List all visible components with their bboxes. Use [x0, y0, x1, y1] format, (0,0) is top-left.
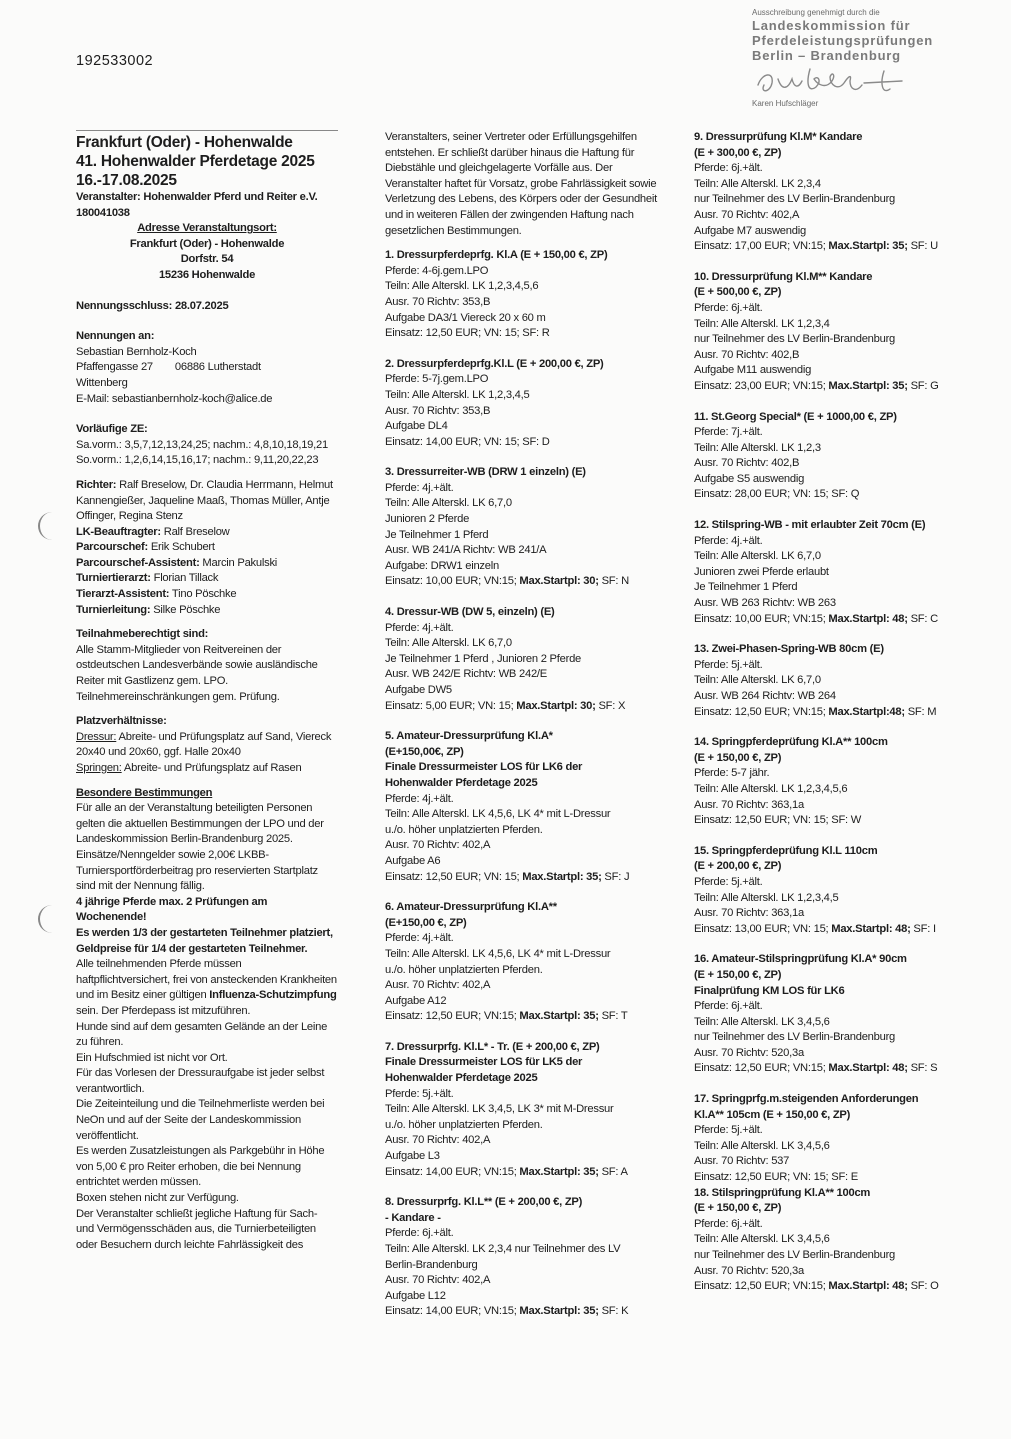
special-rule-4-text: Alle teilnehmenden Pferde müssen haftpflichtversichert, frei von ansteckenden Krankheiten und im Besitz einer gültigen — [76, 958, 337, 1002]
competition-detail: Ausr. 70 Richtv: 402,A — [385, 839, 491, 852]
competition-title: 9. Dressurprüfung Kl.M* Kandare — [694, 131, 863, 143]
entries-city: Wittenberg — [76, 376, 128, 389]
competition-detail: Pferde: 4-6j.gem.LPO — [385, 264, 489, 277]
competition-detail: Ausr. 70 Richtv: 537 — [694, 1155, 790, 1168]
event-name: 41. Hohenwalder Pferdetage 2025 — [76, 153, 315, 170]
official-names: Ralf Breselow — [160, 525, 230, 538]
competition-fee-text: Einsatz: 14,00 EUR; VN:15; — [385, 1305, 520, 1318]
competition-title: 18. Stilspringprüfung Kl.A** 100cm — [694, 1186, 871, 1199]
competition-fee-text: Einsatz: 12,50 EUR; VN:15; — [385, 1010, 520, 1023]
competition-6 — [385, 900, 657, 1040]
official-role: Tierarzt-Assistent: — [76, 588, 170, 601]
competition-detail: Pferde: 7j.+ält. — [694, 426, 763, 439]
entries-zip: 06886 Lutherstadt — [174, 361, 261, 374]
column-right — [694, 130, 964, 1310]
competition-detail: Pferde: 6j.+ält. — [694, 1217, 763, 1230]
official-names: Silke Pöschke — [150, 603, 221, 616]
competition-sf: SF: C — [907, 612, 938, 625]
entries-email: E-Mail: sebastianbernholz-koch@alice.de — [76, 392, 273, 405]
entries-street: Pfaffengasse 27 — [76, 361, 153, 374]
stamp-line-2: Pferdeleistungsprüfungen — [752, 33, 933, 48]
competition-max-starts: Max.Startpl: 48; — [828, 1280, 908, 1293]
competition-12 — [694, 518, 964, 642]
official-names: Ralf Breselow, Dr. Claudia Herrmann, Helmut Kannengießer, Jaqueline Maaß, Thomas Müller, Antje Offinger, Regina Stenz — [76, 478, 333, 523]
competition-detail: Aufgabe A12 — [385, 994, 447, 1007]
competition-detail: u./o. höher unplatzierten Pferden. — [385, 963, 543, 976]
competition-2 — [385, 357, 657, 466]
competition-fee — [694, 922, 964, 938]
competition-fee-text: Einsatz: 12,50 EUR; VN:15; — [694, 1062, 829, 1075]
competition-detail: Teiln: Alle Alterskl. LK 1,2,3,4 — [694, 317, 830, 330]
official-role: Parcourschef: — [76, 541, 148, 554]
competition-detail: Teiln: Alle Alterskl. LK 3,4,5, LK 3* mit M-Dressur — [385, 1103, 614, 1116]
competition-max-starts: Max.Startpl: 30; — [519, 575, 599, 588]
competition-fee — [385, 1165, 657, 1181]
spacer — [385, 1025, 657, 1040]
entry-deadline: Nennungsschluss: 28.07.2025 — [76, 299, 229, 312]
competition-max-starts: Max.Startpl: 35; — [828, 240, 908, 253]
competition-detail: Aufgabe M7 auswendig — [694, 224, 806, 237]
competition-detail: Teiln: Alle Alterskl. LK 6,7,0 — [385, 637, 512, 650]
competition-fee-text: Einsatz: 12,50 EUR; VN:15; — [694, 1280, 829, 1293]
competition-detail: Aufgabe DA3/1 Viereck 20 x 60 m — [385, 311, 546, 324]
competition-8 — [385, 1195, 657, 1335]
competition-fee-text: Einsatz: 28,00 EUR; VN: 15; SF: Q — [694, 488, 860, 501]
special-rule-4-end: sein. Der Pferdepass ist mitzuführen. — [76, 1004, 251, 1017]
competition-title: 14. Springpferdeprüfung Kl.A** 100cm — [694, 736, 888, 749]
competition-detail: Junioren 2 Pferde — [385, 513, 470, 526]
special-rule-10: Boxen stehen nicht zur Verfügung. — [76, 1192, 239, 1205]
competition-detail: Pferde: 4j.+ält. — [385, 481, 454, 494]
competition-detail: Aufgabe M11 auswendig — [694, 364, 812, 377]
competition-title: 4. Dressur-WB (DW 5, einzeln) (E) — [385, 606, 555, 619]
competition-detail: Pferde: 5-7j.gem.LPO — [385, 373, 489, 386]
competition-max-starts: Max.Startpl: 35; — [519, 1165, 599, 1178]
competition-13 — [694, 642, 964, 735]
competition-detail: Ausr. 70 Richtv: 353,B — [385, 295, 491, 308]
competition-title: Finale Dressurmeister LOS für LK5 der — [385, 1056, 583, 1069]
competition-detail: Ausr. 70 Richtv: 402,A — [385, 979, 491, 992]
grounds-label: Platzverhältnisse: — [76, 715, 167, 728]
spacer — [694, 627, 964, 642]
competition-detail: Ausr. WB 263 Richtv: WB 263 — [694, 597, 836, 610]
competition-detail: Aufgabe L3 — [385, 1150, 440, 1163]
spacer — [385, 1320, 657, 1335]
competition-detail: Ausr. 70 Richtv: 363,1a — [694, 907, 804, 920]
competition-detail: Teiln: Alle Alterskl. LK 1,2,3,4,5,6 — [385, 280, 539, 293]
competition-fee-text: Einsatz: 12,50 EUR; VN: 15; SF: W — [694, 814, 862, 827]
competition-title: 17. Springprfg.m.steigenden Anforderungen — [694, 1093, 919, 1106]
official-role: LK-Beauftragter: — [76, 525, 161, 538]
special-rule-1: Für alle an der Veranstaltung beteiligten Personen gelten die aktuellen Bestimmungen der LPO und der Landeskommission Berlin-Brandenburg 2025. Einsätze/Nenngelder sowie 2,00€ LKBB-Turniersportförderbeitrag pro reservierten Startplatz sind mit der Nennung fällig. — [76, 802, 324, 893]
competition-sf: SF: I — [910, 922, 936, 935]
competition-detail: Pferde: 4j.+ält. — [694, 534, 763, 547]
competition-detail: Pferde: 4j.+ält. — [385, 932, 454, 945]
competition-16 — [694, 952, 964, 1092]
venue-title: Frankfurt (Oder) - Hohenwalde — [76, 130, 338, 152]
stamp-line-1: Landeskommission für — [752, 18, 911, 33]
competition-fee-text: Einsatz: 23,00 EUR; VN:15; — [694, 379, 829, 392]
competition-fee — [385, 574, 657, 590]
competition-title: 13. Zwei-Phasen-Spring-WB 80cm (E) — [694, 643, 884, 656]
official-names: Erik Schubert — [147, 541, 215, 554]
competition-5 — [385, 729, 657, 900]
stamp-approval-text: Ausschreibung genehmigt durch die — [752, 8, 880, 17]
special-rule-2: 4 jährige Pferde max. 2 Prüfungen am Wochenende! — [76, 895, 268, 924]
competition-sf: SF: J — [601, 870, 630, 883]
competition-fee-text: Einsatz: 5,00 EUR; VN: 15; — [385, 699, 517, 712]
competition-18 — [694, 1186, 964, 1310]
competition-detail: Pferde: 5j.+ält. — [694, 658, 763, 671]
competition-detail: Aufgabe: DRW1 einzeln — [385, 559, 499, 572]
competition-detail: Teiln: Alle Alterskl. LK 3,4,5,6 — [694, 1233, 830, 1246]
competition-title: (E + 500,00 €, ZP) — [694, 286, 782, 299]
competition-detail: Aufgabe DL4 — [385, 420, 448, 433]
competition-max-starts: Max.Startpl: 48; — [828, 1062, 908, 1075]
competition-fee — [385, 870, 657, 886]
spacer — [694, 255, 964, 270]
official-entry — [76, 556, 338, 572]
competition-detail: Teiln: Alle Alterskl. LK 4,5,6, LK 4* mit L-Dressur — [385, 808, 611, 821]
competition-title: 10. Dressurprüfung Kl.M** Kandare — [694, 270, 873, 283]
official-names: Florian Tillack — [150, 572, 219, 585]
competition-detail: Ausr. 70 Richtv: 402,B — [694, 457, 800, 470]
spacer — [385, 1180, 657, 1195]
competition-max-starts: Max.Startpl: 35; — [522, 870, 602, 883]
official-role: Turniertierarzt: — [76, 572, 151, 585]
competition-fee — [694, 239, 964, 255]
competition-fee-text: Einsatz: 14,00 EUR; VN:15; — [385, 1165, 520, 1178]
schedule-saturday: Sa.vorm.: 3,5,7,12,13,24,25; nachm.: 4,8,10,18,19,21 — [76, 438, 328, 451]
competition-fee — [694, 612, 964, 628]
spacer — [694, 829, 964, 844]
competition-detail: Ausr. 70 Richtv: 520,3a — [694, 1046, 804, 1059]
competition-sf: SF: G — [907, 379, 939, 392]
grounds-jumping-text: Abreite- und Prüfungsplatz auf Rasen — [121, 762, 302, 774]
competition-detail: Je Teilnehmer 1 Pferd — [385, 528, 489, 541]
competition-title: 16. Amateur-Stilspringprüfung Kl.A* 90cm — [694, 953, 907, 966]
competition-fee — [694, 1061, 964, 1077]
special-rule-9: Es werden Zusatzleistungen als Parkgebühr in Höhe von 5,00 € pro Reiter erhoben, die bei Nennung entrichtet werden müssen. — [76, 1145, 325, 1189]
competition-detail: Teiln: Alle Alterskl. LK 6,7,0 — [385, 497, 512, 510]
competition-detail: Pferde: 4j.+ält. — [385, 621, 454, 634]
competition-title: 12. Stilspring-WB - mit erlaubter Zeit 70cm (E) — [694, 519, 926, 532]
competition-detail: Pferde: 5j.+ält. — [694, 875, 763, 888]
competition-detail: Teiln: Alle Alterskl. LK 1,2,3,4,5 — [694, 891, 839, 904]
competition-detail: nur Teilnehmer des LV Berlin-Brandenburg — [694, 333, 896, 346]
competition-detail: Ausr. WB 241/A Richtv: WB 241/A — [385, 544, 547, 557]
organizer: Veranstalter: Hohenwalder Pferd und Reiter e.V. 180041038 — [76, 191, 318, 219]
eligible-text: Alle Stamm-Mitglieder von Reitvereinen der ostdeutschen Landesverbände sowie ausländische Reiter mit Gastlizenz gem. LPO. Teilnehmereinschränkungen gem. Prüfung. — [76, 643, 318, 703]
competition-detail: Ausr. 70 Richtv: 520,3a — [694, 1264, 804, 1277]
stamp-line-3: Berlin – Brandenburg — [752, 48, 901, 63]
competition-4 — [385, 605, 657, 729]
competition-detail: Pferde: 6j.+ält. — [385, 1227, 454, 1240]
competition-detail: Teiln: Alle Alterskl. LK 1,2,3,4,5,6 — [694, 782, 848, 795]
entries-label: Nennungen an: — [76, 330, 155, 343]
document-id-number: 192533002 — [76, 53, 154, 69]
column-left — [76, 130, 338, 1253]
competition-detail: Teiln: Alle Alterskl. LK 1,2,3,4,5 — [385, 388, 530, 401]
official-role: Richter: — [76, 478, 117, 491]
competition-detail: Je Teilnehmer 1 Pferd — [694, 581, 798, 594]
competition-detail: Pferde: 4j.+ält. — [385, 792, 454, 805]
competition-3 — [385, 465, 657, 605]
competition-detail: nur Teilnehmer des LV Berlin-Brandenburg — [694, 1249, 896, 1261]
competition-9 — [694, 130, 964, 270]
spacer — [694, 503, 964, 518]
competition-fee — [694, 705, 964, 721]
competition-detail: Teiln: Alle Alterskl. LK 2,3,4 — [694, 177, 821, 190]
approval-stamp — [752, 8, 972, 109]
spacer — [694, 720, 964, 735]
grounds-jumping-label: Springen: — [76, 762, 122, 774]
competition-detail: Pferde: 6j.+ält. — [694, 1000, 763, 1013]
competition-fee-text: Einsatz: 13,00 EUR; VN: 15; — [694, 922, 832, 935]
competition-fee — [385, 1009, 657, 1025]
competition-detail: nur Teilnehmer des LV Berlin-Brandenburg — [694, 193, 896, 206]
competition-fee-text: Einsatz: 12,50 EUR; VN: 15; SF: R — [385, 327, 550, 340]
address-line-2: Dorfstr. 54 — [180, 253, 234, 266]
competition-detail: Ausr. 70 Richtv: 402,A — [385, 1134, 491, 1147]
competition-detail: Aufgabe DW5 — [385, 684, 452, 696]
competition-sf: SF: A — [598, 1165, 628, 1178]
spacer — [385, 590, 657, 605]
grounds-dressage-label: Dressur: — [76, 730, 117, 743]
competition-detail: Ausr. WB 242/E Richtv: WB 242/E — [385, 668, 547, 681]
competition-title: Hohenwalder Pferdetage 2025 — [385, 776, 538, 789]
competition-detail: Aufgabe L12 — [385, 1289, 446, 1302]
competition-title: (E + 200,00 €, ZP) — [694, 860, 782, 873]
officials-list — [76, 478, 338, 618]
official-names: Tino Pöschke — [169, 588, 237, 601]
address-label: Adresse Veranstaltungsort: — [137, 222, 277, 235]
competition-sf: SF: S — [907, 1062, 938, 1075]
event-dates: 16.-17.08.2025 — [76, 172, 177, 189]
competition-detail: Teiln: Alle Alterskl. LK 3,4,5,6 — [694, 1015, 830, 1028]
competition-title: (E + 300,00 €, ZP) — [694, 146, 782, 159]
competition-fee — [385, 699, 657, 715]
competition-detail: Ausr. 70 Richtv: 363,1a — [694, 798, 804, 811]
competition-detail: Teiln: Alle Alterskl. LK 4,5,6, LK 4* mit L-Dressur — [385, 947, 611, 960]
official-entry — [76, 571, 338, 587]
competition-max-starts: Max.Startpl: 48; — [831, 922, 911, 935]
competition-title: Hohenwalder Pferdetage 2025 — [385, 1072, 538, 1085]
competition-fee-text: Einsatz: 10,00 EUR; VN:15; — [385, 575, 520, 588]
special-rules-label: Besondere Bestimmungen — [76, 786, 213, 799]
competition-detail: Ausr. 70 Richtv: 402,A — [385, 1274, 491, 1287]
competition-sf: SF: N — [598, 575, 629, 588]
competition-title: (E+150,00 €, ZP) — [385, 916, 467, 929]
competition-detail: Aufgabe A6 — [385, 854, 441, 867]
official-names: Marcin Pakulski — [199, 556, 278, 569]
competition-detail: Aufgabe S5 auswendig — [694, 472, 805, 485]
stamp-signer-name: Karen Hufschläger — [752, 99, 819, 108]
competition-fee — [694, 487, 964, 503]
column-middle — [385, 130, 657, 1335]
competition-title: (E+150,00€, ZP) — [385, 745, 464, 758]
competition-14 — [694, 735, 964, 844]
address-line-1: Frankfurt (Oder) - Hohenwalde — [129, 237, 285, 250]
competition-detail: Pferde: 6j.+ält. — [694, 301, 763, 314]
special-rule-3: Es werden 1/3 der gestarteten Teilnehmer platziert, Geldpreise für 1/4 der gestarteten Teilnehmer. — [76, 926, 333, 955]
competition-detail: Teiln: Alle Alterskl. LK 1,2,3 — [694, 441, 821, 454]
spacer — [694, 1295, 964, 1310]
competition-1 — [385, 248, 657, 357]
handwritten-signature — [752, 63, 972, 99]
competition-detail: Pferde: 6j.+ält. — [694, 162, 763, 175]
competition-fee — [694, 1170, 964, 1186]
official-role: Parcourschef-Assistent: — [76, 556, 200, 569]
spacer — [694, 395, 964, 410]
competition-title: (E + 150,00 €, ZP) — [694, 968, 782, 981]
competition-max-starts: Max.Startpl: 48; — [828, 612, 908, 625]
competition-fee-text: Einsatz: 12,50 EUR; VN: 15; — [385, 870, 523, 883]
competition-detail: Teiln: Alle Alterskl. LK 3,4,5,6 — [694, 1139, 830, 1152]
competition-fee — [385, 435, 657, 451]
competition-title: Kl.A** 105cm (E + 150,00 €, ZP) — [694, 1108, 851, 1121]
competition-title: 15. Springpferdeprüfung Kl.L 110cm — [694, 844, 878, 857]
competition-fee — [694, 1279, 964, 1295]
special-rule-11: Der Veranstalter schließt jegliche Haftung für Sach- und Vermögensschäden aus, die Turnierbeteiligten oder Besuchern durch leichte Fahrlässigkeit des — [76, 1207, 318, 1251]
punch-hole-lower — [38, 905, 56, 933]
special-rule-5: Hunde sind auf dem gesamten Gelände an der Leine zu führen. — [76, 1020, 328, 1049]
spacer — [385, 885, 657, 900]
competition-fee-text: Einsatz: 17,00 EUR; VN:15; — [694, 240, 829, 253]
spacer — [385, 714, 657, 729]
competition-title: - Kandare - — [385, 1211, 441, 1224]
competition-detail: Ausr. 70 Richtv: 353,B — [385, 404, 491, 417]
competition-title: 11. St.Georg Special* (E + 1000,00 €, ZP) — [694, 410, 897, 423]
schedule-sunday: So.vorm.: 1,2,6,14,15,16,17; nachm.: 9,11,20,22,23 — [76, 454, 319, 467]
competition-title: 3. Dressurreiter-WB (DRW 1 einzeln) (E) — [385, 466, 586, 479]
competitions-right — [694, 130, 964, 1310]
competition-detail: Ausr. 70 Richtv: 402,A — [694, 208, 800, 221]
competition-sf: SF: O — [907, 1280, 939, 1293]
competition-detail: Pferde: 5-7 jähr. — [694, 767, 770, 780]
spacer — [385, 342, 657, 357]
competition-fee-text: Einsatz: 12,50 EUR; VN:15; — [694, 705, 829, 718]
competition-max-starts: Max.Startpl: 35; — [828, 379, 908, 392]
special-rule-6: Ein Hufschmied ist nicht vor Ort. — [76, 1051, 228, 1064]
competition-detail: nur Teilnehmer des LV Berlin-Brandenburg — [694, 1031, 896, 1044]
competition-fee-text: Einsatz: 10,00 EUR; VN:15; — [694, 612, 829, 625]
competition-title: 5. Amateur-Dressurprüfung Kl.A* — [385, 730, 553, 743]
official-entry — [76, 525, 338, 541]
entries-name: Sebastian Bernholz-Koch — [76, 345, 197, 358]
competition-detail: Je Teilnehmer 1 Pferd , Junioren 2 Pferde — [385, 652, 582, 665]
liability-continuation: Veranstalters, seiner Vertreter oder Erfüllungsgehilfen entstehen. Er schließt darüber hinaus die Haftung für Diebstähle und gleichgelagerte Vorfälle aus. Der Veranstalter haftet für Vorsatz, grobe Fahrlässigkeit sowie Verletzung des Lebens, des Körpers oder der Gesundheit und in weiteren Fällen der zwingenden Haftung nach gesetzlichen Bestimmungen. — [385, 131, 657, 237]
competition-sf: SF: X — [595, 699, 626, 712]
competitions-middle — [385, 248, 657, 1335]
schedule-label: Vorläufige ZE: — [76, 423, 148, 436]
competition-title: 6. Amateur-Dressurprüfung Kl.A** — [385, 901, 557, 914]
eligible-label: Teilnahmeberechtigt sind: — [76, 628, 209, 641]
competition-detail: Ausr. 70 Richtv: 402,B — [694, 348, 800, 361]
punch-hole-upper — [38, 512, 56, 540]
grounds-jumping — [76, 761, 338, 777]
official-entry — [76, 478, 338, 525]
competition-fee — [385, 1304, 657, 1320]
competition-max-starts: Max.Startpl: 30; — [516, 699, 596, 712]
official-role: Turnierleitung: — [76, 603, 151, 616]
competition-10 — [694, 270, 964, 410]
spacer — [694, 1077, 964, 1092]
special-rule-4-bold: Influenza-Schutzimpfung — [209, 989, 337, 1002]
spacer — [694, 937, 964, 952]
official-entry — [76, 587, 338, 603]
competition-title: 2. Dressurpferdeprfg.Kl.L (E + 200,00 €, ZP) — [385, 357, 604, 370]
competition-7 — [385, 1040, 657, 1195]
competition-title: (E + 150,00 €, ZP) — [694, 751, 782, 764]
competition-max-starts: Max.Startpl:48; — [828, 705, 905, 718]
competition-detail: Teiln: Alle Alterskl. LK 2,3,4 nur Teilnehmer des LV — [385, 1243, 621, 1255]
competition-sf: SF: U — [907, 240, 938, 253]
competition-detail: Pferde: 5j.+ält. — [694, 1124, 763, 1137]
competition-title: Finale Dressurmeister LOS für LK6 der — [385, 761, 583, 774]
competition-title: 7. Dressurprfg. Kl.L* - Tr. (E + 200,00 €, ZP) — [385, 1040, 600, 1053]
official-entry — [76, 540, 338, 556]
competition-detail: Ausr. WB 264 Richtv: WB 264 — [694, 690, 836, 702]
competition-17 — [694, 1092, 964, 1186]
competition-title: Finalprüfung KM LOS für LK6 — [694, 984, 845, 997]
competition-fee — [694, 813, 964, 829]
competition-sf: SF: T — [598, 1010, 628, 1023]
special-rule-8: Die Zeiteinteilung und die Teilnehmerliste werden bei NeOn und auf der Seite der Landeskommission veröffentlicht. — [76, 1098, 325, 1142]
competition-detail: Teiln: Alle Alterskl. LK 6,7,0 — [694, 550, 821, 563]
competition-fee — [385, 326, 657, 342]
grounds-dressage-text: Abreite- und Prüfungsplatz auf Sand, Viereck 20x40 und 20x60, ggf. Halle 20x40 — [76, 730, 332, 759]
address-line-3: 15236 Hohenwalde — [158, 268, 256, 281]
official-entry — [76, 603, 338, 619]
competition-detail: Pferde: 5j.+ält. — [385, 1087, 454, 1100]
competition-detail: Teiln: Alle Alterskl. LK 6,7,0 — [694, 674, 821, 687]
special-rule-7: Für das Vorlesen der Dressuraufgabe ist jeder selbst verantwortlich. — [76, 1067, 325, 1095]
competition-title: (E + 150,00 €, ZP) — [694, 1202, 782, 1215]
competition-title: 1. Dressurpferdeprfg. Kl.A (E + 150,00 €, ZP) — [385, 249, 608, 262]
competition-15 — [694, 844, 964, 953]
competition-11 — [694, 410, 964, 519]
competition-fee-text: Einsatz: 14,00 EUR; VN: 15; SF: D — [385, 435, 550, 448]
competition-fee-text: Einsatz: 12,50 EUR; VN: 15; SF: E — [694, 1171, 858, 1184]
competition-title: 8. Dressurprfg. Kl.L** (E + 200,00 €, ZP) — [385, 1196, 583, 1209]
competition-detail: Berlin-Brandenburg — [385, 1258, 478, 1271]
competition-sf: SF: K — [598, 1305, 629, 1318]
competition-detail: u./o. höher unplatzierten Pferden. — [385, 1118, 543, 1131]
competition-detail: u./o. höher unplatzierten Pferden. — [385, 823, 543, 836]
spacer — [385, 450, 657, 465]
competition-sf: SF: M — [904, 705, 937, 718]
competition-detail: Junioren zwei Pferde erlaubt — [694, 565, 829, 578]
competition-max-starts: Max.Startpl: 35; — [519, 1010, 599, 1023]
grounds-dressage — [76, 730, 338, 761]
entries-address-row — [76, 360, 338, 376]
competition-fee — [694, 379, 964, 395]
special-rule-4 — [76, 957, 338, 1019]
competition-max-starts: Max.Startpl: 35; — [519, 1305, 599, 1318]
